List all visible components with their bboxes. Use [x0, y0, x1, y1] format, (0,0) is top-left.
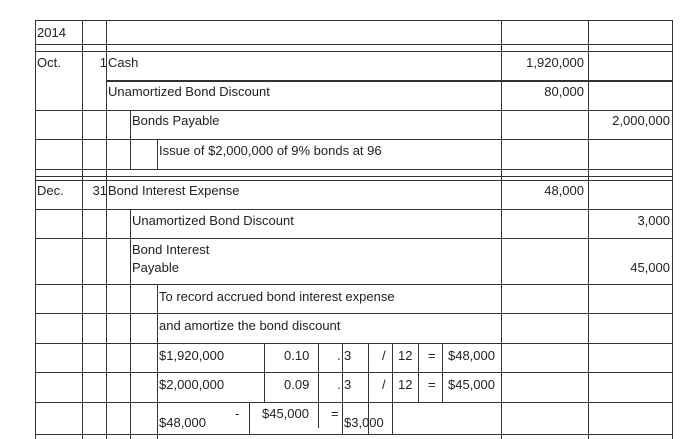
entry-2-explanation-2: and amortize the bond discount [159, 318, 341, 333]
grid-line [35, 238, 673, 239]
entry-2-credit-2: 3,000 [637, 213, 670, 228]
entry-1-account-1: Cash [108, 55, 139, 70]
grid-line [35, 372, 673, 373]
grid-line [35, 343, 673, 344]
grid-line [35, 176, 673, 177]
calc-1-months: 3 [344, 348, 352, 363]
calc-2-period: 12 [398, 377, 413, 392]
entry-2-account-3-line-1: Bond Interest [132, 242, 210, 257]
grid-line [501, 20, 502, 439]
calc-3-eq: = [331, 406, 339, 421]
calc-2-months: 3 [344, 377, 352, 392]
grid-line [35, 169, 673, 170]
entry-1-month: Oct. [37, 55, 61, 70]
calc-3-a: $48,000 [159, 415, 206, 430]
entry-2-explanation-1: To record accrued bond interest expense [159, 289, 395, 304]
calc-line [318, 402, 319, 428]
grid-line [35, 402, 673, 403]
grid-line [35, 284, 673, 285]
calc-2-eq: = [428, 377, 436, 392]
calc-2-base: $2,000,000 [159, 377, 225, 392]
calc-1-period: 12 [398, 348, 413, 363]
grid-line [35, 180, 673, 181]
calc-1-eq: = [428, 348, 436, 363]
calc-line [249, 402, 250, 434]
entry-1-day: 1 [99, 55, 107, 70]
calc-1-base: $1,920,000 [159, 348, 225, 363]
entry-1-debit-1: 1,920,000 [526, 55, 584, 70]
entry-2-account-3-line-2: Payable [132, 260, 179, 275]
calc-line [318, 343, 319, 403]
entry-1-explanation: Issue of $2,000,000 of 9% bonds at 96 [159, 143, 382, 158]
grid-line [35, 209, 673, 210]
calc-3-b: $45,000 [262, 406, 309, 421]
entry-1-account-2: Unamortized Bond Discount [108, 84, 270, 99]
entry-1-debit-2: 80,000 [544, 84, 584, 99]
calc-2-rate: 0.09 [284, 377, 310, 392]
grid-line [35, 139, 673, 140]
grid-line [588, 20, 589, 439]
grid-line [82, 20, 83, 439]
entry-2-credit-3: 45,000 [630, 260, 670, 275]
grid-line [35, 44, 673, 45]
grid-line [157, 284, 158, 439]
calc-2-result: $45,000 [448, 377, 495, 392]
grid-line [130, 110, 131, 170]
calc-1-slash: / [382, 348, 386, 363]
grid-line [35, 20, 673, 21]
year-label: 2014 [37, 25, 66, 40]
entry-2-account-1: Bond Interest Expense [108, 183, 240, 198]
calc-1-result: $48,000 [448, 348, 495, 363]
grid-line [106, 20, 107, 439]
grid-line [35, 51, 673, 52]
calc-1-dot: . [337, 348, 341, 363]
calc-line [264, 343, 265, 403]
entry-1-account-3: Bonds Payable [132, 113, 220, 128]
entry-2-month: Dec. [37, 183, 64, 198]
grid-line [35, 434, 673, 435]
calc-line [418, 343, 419, 403]
entry-2-debit-1: 48,000 [544, 183, 584, 198]
calc-line [442, 343, 443, 403]
calc-3-minus: - [235, 406, 240, 421]
grid-line [35, 110, 673, 111]
entry-2-account-2: Unamortized Bond Discount [132, 213, 294, 228]
entry-1-credit-3: 2,000,000 [612, 113, 670, 128]
calc-line [392, 343, 393, 434]
grid-line [106, 80, 673, 82]
calc-2-slash: / [382, 377, 386, 392]
calc-1-rate: 0.10 [284, 348, 310, 363]
grid-line [672, 20, 673, 439]
entry-2-day: 31 [92, 183, 107, 198]
grid-line [35, 313, 673, 314]
calc-line [342, 343, 343, 434]
grid-line [157, 139, 158, 170]
grid-line [130, 210, 131, 439]
calc-3-result: $3,000 [344, 415, 384, 430]
grid-line [35, 20, 36, 439]
calc-2-dot: . [337, 377, 341, 392]
